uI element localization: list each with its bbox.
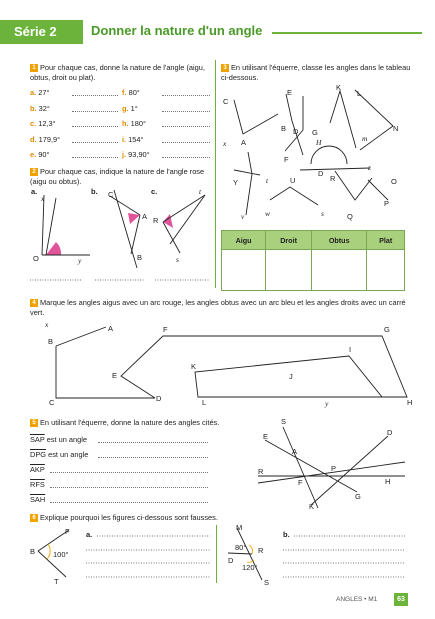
fig-b-label: b. xyxy=(91,187,98,196)
serie-badge: Série 2 xyxy=(0,20,83,44)
ex6-text: Explique pourquoi les figures ci-dessous sont fausses. xyxy=(40,513,218,522)
pt-k: K xyxy=(191,362,197,371)
angle-name: $\overline{DPG}$ xyxy=(30,450,47,459)
ex3-number: 3 xyxy=(221,64,229,72)
pt-e: E xyxy=(263,432,269,441)
item-value: 1° xyxy=(130,103,138,113)
pt-y: y xyxy=(325,399,329,408)
pt-r: R xyxy=(153,216,159,225)
pt-x: x xyxy=(45,320,49,329)
item-label: h. xyxy=(122,119,129,128)
pt-o: O xyxy=(33,254,39,263)
footer-chapter: ANGLES • M1 xyxy=(336,596,378,603)
pt-r: R xyxy=(258,546,264,555)
fig-c-label: c. xyxy=(151,187,158,196)
item-label: c. xyxy=(30,119,37,128)
angle-name: $\overline{RFS}$ xyxy=(30,480,45,489)
ex4-number: 4 xyxy=(30,299,38,307)
pt-b: B xyxy=(137,253,143,262)
pt-h: H xyxy=(316,138,322,147)
angle-name: $\overline{AKP}$ xyxy=(30,465,45,474)
page-number: 63 xyxy=(394,593,408,606)
pt-s: s xyxy=(176,255,179,264)
col-aigu: Aigu xyxy=(222,231,266,250)
pt-z: z xyxy=(368,163,371,172)
pt-s: S xyxy=(264,578,270,587)
item-value: 12,3° xyxy=(38,119,56,128)
pt-e: E xyxy=(287,88,293,97)
pt-w: w xyxy=(265,209,271,218)
pt-h: H xyxy=(407,398,413,407)
item-label: i. xyxy=(122,134,127,144)
item-value: 93,90° xyxy=(128,150,150,159)
pt-c: C xyxy=(49,398,55,407)
pt-f: F xyxy=(65,527,70,536)
pt-u: U xyxy=(290,176,296,185)
pt-d2: D xyxy=(318,169,324,178)
pt-h: H xyxy=(385,477,391,486)
pt-k: K xyxy=(336,83,342,92)
row-text: est un angle xyxy=(46,435,87,444)
item-value: 180° xyxy=(130,119,146,128)
item-value: 27° xyxy=(38,88,50,97)
ex5-text: En utilisant l'équerre, donne la nature des angles cités. xyxy=(40,418,220,427)
pt-s: S xyxy=(281,417,287,426)
row-text: est un angle xyxy=(48,450,89,459)
pt-d: D xyxy=(387,428,393,437)
pt-f: F xyxy=(284,155,289,164)
pt-q: Q xyxy=(347,212,353,221)
pt-m: m xyxy=(362,134,368,143)
pt-b: B xyxy=(281,124,287,133)
item-value: 154° xyxy=(128,134,144,144)
page-title: Donner la nature d'un angle xyxy=(91,23,263,38)
item-label: g. xyxy=(122,103,129,113)
pt-l: L xyxy=(357,89,362,98)
pt-n: N xyxy=(393,124,399,133)
pt-g: G xyxy=(312,128,318,137)
pt-g: G xyxy=(384,325,390,334)
pt-v: v xyxy=(241,212,245,221)
col-droit: Droit xyxy=(266,231,312,250)
pt-b: B xyxy=(30,547,36,556)
pt-t: T xyxy=(54,577,59,586)
ex2-number: 2 xyxy=(30,168,38,176)
pt-t: t xyxy=(266,176,269,185)
seg-dr xyxy=(228,553,252,554)
item-label: b. xyxy=(30,103,37,113)
col-plat: Plat xyxy=(367,231,405,250)
pt-d: D xyxy=(228,556,234,565)
pt-x: x xyxy=(223,139,227,148)
pt-r: R xyxy=(258,467,264,476)
pt-j: J xyxy=(289,372,293,381)
pt-p: P xyxy=(384,199,390,208)
item-value: 80° xyxy=(128,88,140,97)
pt-f: F xyxy=(298,478,303,487)
pt-a: A xyxy=(108,324,114,333)
ex4-text: Marque les angles aigus avec un arc rouge, les angles obtus avec un arc bleu et les angles droits avec un carré vert. xyxy=(30,298,406,317)
pt-d: D xyxy=(293,127,299,136)
pt-p: P xyxy=(331,464,337,473)
angle-value-a: 100° xyxy=(53,550,69,559)
pt-y: y xyxy=(78,256,82,265)
pt-m: M xyxy=(236,523,243,532)
ex6-divider xyxy=(216,525,217,583)
pt-c: C xyxy=(223,97,229,106)
ex1-number: 1 xyxy=(30,64,38,72)
angle-value-b1: 80° xyxy=(235,543,247,552)
angle-arc-a xyxy=(47,544,50,559)
pt-f: F xyxy=(163,325,168,334)
fig-a-label: a. xyxy=(31,187,38,196)
pt-s: s xyxy=(321,209,324,218)
pt-l: L xyxy=(202,398,207,407)
ex1-text: Pour chaque cas, donne la nature de l'angle (aigu, obtus, droit ou plat). xyxy=(30,63,205,82)
pt-y: Y xyxy=(233,178,239,187)
pt-g: G xyxy=(355,492,361,501)
fig-a-label: a. xyxy=(86,530,93,539)
ex2-text: Pour chaque cas, indique la nature de l'angle rose (aigu ou obtus). xyxy=(30,167,205,186)
pt-k: K xyxy=(309,502,315,511)
angle-arc-b1 xyxy=(249,545,253,554)
pt-r: R xyxy=(330,174,336,183)
angle-name: $\overline{SAP}$ xyxy=(30,435,45,444)
item-label: j. xyxy=(122,150,127,159)
angle-name: $\overline{SAH}$ xyxy=(30,495,46,504)
item-value: 179,9° xyxy=(38,134,61,144)
angle-value-b2: 120° xyxy=(242,563,258,572)
pt-b: B xyxy=(48,337,54,346)
item-label: a. xyxy=(30,88,37,97)
col-obtus: Obtus xyxy=(312,231,367,250)
pt-d: D xyxy=(156,394,162,403)
fig-b-label: b. xyxy=(283,530,290,539)
ex3-text: En utilisant l'équerre, classe les angles dans le tableau ci-dessous. xyxy=(221,63,411,82)
item-label: f. xyxy=(122,88,127,97)
pt-a: A xyxy=(142,212,148,221)
pt-c: C xyxy=(108,190,114,199)
ex6-number: 6 xyxy=(30,514,38,522)
pt-a: A xyxy=(241,138,247,147)
item-value: 90° xyxy=(38,150,50,159)
pt-x: x xyxy=(41,194,45,203)
pt-t: t xyxy=(199,187,202,196)
item-label: d. xyxy=(30,134,37,144)
pt-e: E xyxy=(112,371,118,380)
pt-i: I xyxy=(349,345,352,354)
ex5-number: 5 xyxy=(30,419,38,427)
item-label: e. xyxy=(30,150,37,159)
pt-a: A xyxy=(292,447,298,456)
item-value: 32° xyxy=(38,103,50,113)
pt-o: O xyxy=(391,177,397,186)
